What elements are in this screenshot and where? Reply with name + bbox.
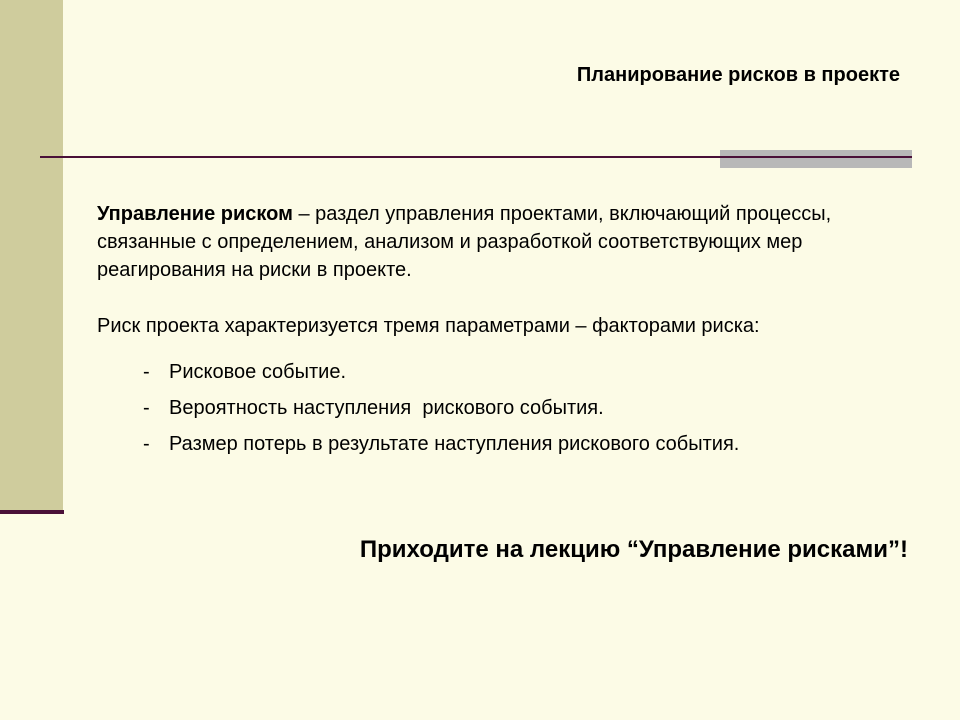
factor-text: Размер потерь в результате наступления рискового события.	[169, 433, 740, 455]
factor-text: Рисковое событие.	[169, 361, 347, 383]
left-bar-underline	[0, 510, 64, 514]
slide-title: Планирование рисков в проекте	[576, 64, 900, 86]
title-divider-accent	[720, 150, 912, 168]
definition-paragraph	[97, 200, 917, 284]
bullet-dash: -	[143, 361, 150, 383]
factor-text: Вероятность наступления рискового события.	[169, 397, 604, 419]
call-to-action: Приходите на лекцию “Управление рисками”!	[359, 536, 908, 563]
slide-body	[97, 200, 917, 466]
risk-factors-list	[97, 358, 917, 458]
bullet-dash: -	[143, 397, 150, 419]
bullet-dash: -	[143, 433, 150, 455]
left-decorative-bar	[0, 0, 63, 512]
definition-term: Управление риском	[97, 203, 293, 225]
risk-factors-intro: Риск проекта характеризуется тремя параметрами – факторами риска:	[97, 315, 760, 337]
definition-text: – раздел управления проектами, включающий процессы, связанные с определением, анализом и разработкой соответствующих мер реагирования на риски в проекте.	[97, 203, 832, 281]
list-item	[143, 430, 917, 458]
list-item	[143, 394, 917, 422]
list-item	[143, 358, 917, 386]
